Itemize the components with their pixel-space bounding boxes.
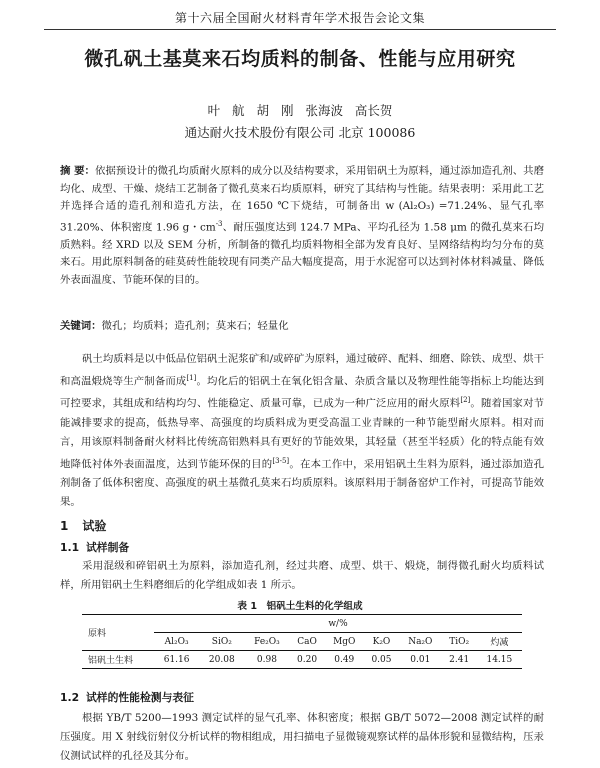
- table-row-header: 原料: [82, 615, 154, 651]
- intro-text-1: 矾土均质料是以中低品位铝矾土泥浆矿和/或碎矿为原料，通过破碎、配料、细磨、除铁、成型、烘干和高温煅烧等生产制备而成: [60, 353, 544, 388]
- abstract-text-1: 依据预设计的微孔均质耐火原料的成分以及结构要求，采用铝矾土为原料，通过添加造孔剂、共磨均化、成型、干燥、烧结工艺制备了微孔莫来石均质原料，研究了其结构与性能。结果表明：采用此工艺并选择合适的造孔剂和造孔方法，在 1650 ℃下烧结，可制备出: [60, 165, 544, 213]
- density-exponent: -3: [215, 219, 223, 228]
- table-cell: 14.15: [477, 651, 522, 669]
- table-cell: 20.08: [199, 651, 244, 669]
- citation-ref: [2]: [460, 396, 471, 405]
- table-cell: 61.16: [154, 651, 199, 669]
- table-cell: 0.05: [364, 651, 399, 669]
- table-cell: 2.41: [442, 651, 477, 669]
- table-col-header: K₂O: [364, 633, 399, 651]
- intro-text-2: 。均化后的铝矾土在氧化铝含量、杂质含量以及物理性能等指标上均能达到可控要求，其组成和结构均匀、性能稳定、质量可靠，已成为一种广泛应用的耐火原料: [60, 375, 544, 410]
- intro-paragraph: [60, 350, 544, 512]
- table-col-header: TiO₂: [442, 633, 477, 651]
- table-cell: 0.98: [244, 651, 289, 669]
- abstract-text-3: 、耐压强度达到 124.7 MPa、平均孔径为 1.58 μm 的微孔莫来石均质熟料。经 XRD 以及 SEM 分析，所制备的微孔均质料物相全部为发育良好、呈网络结构均匀分布的莫来石。用此原料制备的硅莫砖性能较现有同类产品大幅度提高，用于水泥窑可以达到衬体材料减量、降低外表面温度、节能环保的目的。: [60, 221, 544, 287]
- table-col-header: Al₂O₃: [154, 633, 199, 651]
- table-col-header: Na₂O: [399, 633, 442, 651]
- paper-title: 微孔矾土基莫来石均质料的制备、性能与应用研究: [84, 48, 516, 70]
- section-1-heading: [60, 517, 106, 534]
- authors: 叶 航 胡 刚 张海波 高长贺: [207, 103, 393, 118]
- keywords-text: 微孔；均质料；造孔剂；莫来石；轻量化: [101, 320, 289, 332]
- section-title: 试验: [82, 519, 107, 533]
- header-rule: [44, 29, 556, 30]
- affiliation: 通达耐火技术股份有限公司 北京 100086: [184, 125, 416, 140]
- citation-ref: [3-5]: [272, 456, 290, 465]
- table-caption: 表 1 铝矾土生料的化学组成: [237, 601, 363, 612]
- section-title: 试样制备: [86, 541, 130, 554]
- abstract: [60, 163, 544, 290]
- section-1-2-paragraph: 根据 YB/T 5200—1993 测定试样的显气孔率、体积密度；根据 GB/T 5072—2008 测定试样的耐压强度。用 X 射线衍射仪分析试样的物相组成，用扫描电子显微镜观察试样的晶体形貌和显微结构，压汞仪测试试样的孔径及其分布。: [60, 712, 544, 762]
- abstract-formula: w (Al₂O₃) =71.24%: [385, 200, 488, 213]
- table-cell: 0.49: [325, 651, 364, 669]
- table-col-header: MgO: [325, 633, 364, 651]
- table-col-header: Fe₂O₃: [244, 633, 289, 651]
- running-header: 第十六届全国耐火材料青年学术报告会论文集: [174, 11, 425, 25]
- section-number: 1: [60, 519, 69, 533]
- table-cell: 0.01: [399, 651, 442, 669]
- intro-text-3: 。随着国家对节能减排要求的提高，低热导率、高强度的均质料成为更受高温工业青睐的一种节能型耐火原料。相对而言，用该原料制备耐火材料比传统高铝熟料具有更好的节能效果，其轻量（甚至半轻质）化的特点能有效地降低衬体外表面温度，达到节能环保的目的: [60, 397, 545, 471]
- abstract-label: 摘 要：: [60, 165, 95, 177]
- citation-ref: [1]: [186, 374, 197, 382]
- table-row-label: 铝矾土生料: [82, 651, 154, 669]
- table-cell: 0.20: [289, 651, 324, 669]
- section-number: 1.1: [60, 541, 80, 554]
- table-unit: w/%: [154, 615, 522, 633]
- table-col-header: CaO: [289, 633, 324, 651]
- section-title: 试样的性能检测与表征: [86, 691, 194, 704]
- section-1-2-heading: [60, 690, 194, 705]
- composition-table: [82, 614, 522, 669]
- intro-text-4: 。在本工作中，采用铝矾土生料为原料，通过添加造孔剂制备了低体积密度、高强度的矾土基微孔莫来石均质原料。该原料用于制备窑炉工作衬，可提高节能效果。: [60, 458, 545, 509]
- abstract-text-2: 、显气孔率 31.20%、体积密度 1.96 g・cm: [60, 200, 545, 234]
- table-col-header: 灼减: [477, 633, 522, 651]
- keywords: [60, 317, 544, 332]
- keywords-label: 关键词：: [60, 320, 102, 332]
- section-1-1-paragraph: 采用混级和碎铝矾土为原料，添加造孔剂，经过共磨、成型、烘干、煅烧，制得微孔耐火均质料试样，所用铝矾土生料磨细后的化学组成如表 1 所示。: [60, 560, 544, 591]
- table-col-header: SiO₂: [199, 633, 244, 651]
- section-number: 1.2: [60, 691, 80, 704]
- section-1-1-heading: [60, 540, 129, 555]
